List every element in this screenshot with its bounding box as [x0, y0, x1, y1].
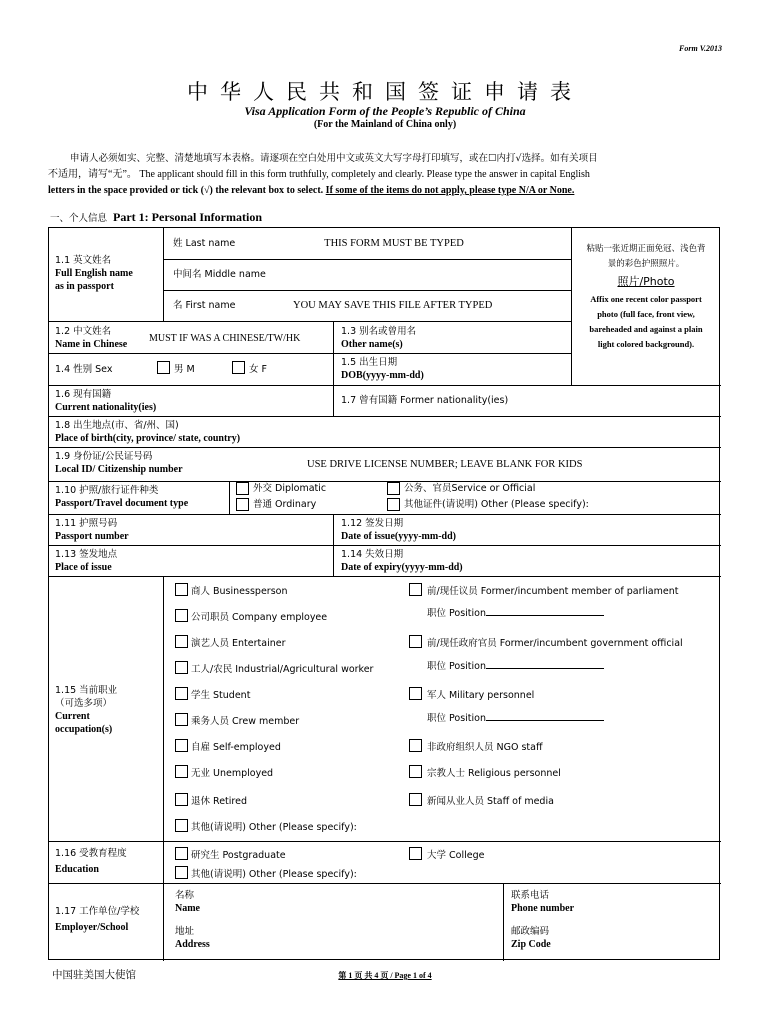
part1-heading-cn: 一、个人信息: [50, 213, 108, 224]
field-1-14-label-en: Date of expiry(yyyy-mm-dd): [341, 562, 463, 573]
field-1-3-label: [341, 325, 416, 351]
occupation-unemployed-checkbox[interactable]: [175, 765, 188, 778]
occupation-other-text: 其他(请说明) Other (Please specify):: [191, 822, 357, 833]
field-1-15-label-cn2: （可选多项）: [55, 698, 113, 709]
field-1-16-label: [55, 847, 127, 876]
middle-name-label-text: 中间名 Middle name: [173, 269, 266, 280]
personal-info-form: [48, 227, 720, 960]
occupation-ngo-label: [427, 741, 543, 754]
first-name-label: [173, 299, 235, 312]
employer-zip-label: [511, 925, 551, 951]
field-1-17-label: [55, 905, 139, 934]
field-1-8-label: [55, 419, 240, 445]
instructions-line3: [48, 183, 726, 199]
field-1-5-label: [341, 356, 424, 382]
photo-instructions-en2: photo (full face, front view,: [597, 309, 695, 319]
education-postgraduate-text: 研究生 Postgraduate: [191, 850, 286, 861]
employer-address-label: [175, 925, 210, 951]
education-other-text: 其他(请说明) Other (Please specify):: [191, 869, 357, 880]
field-1-13-label-en: Place of issue: [55, 562, 112, 573]
employer-name-label-cn: 名称: [175, 890, 195, 901]
passport-ordinary-checkbox[interactable]: [236, 498, 249, 511]
instructions-line2: 不适用，请写“无”。 The applicant should fill in this form truthfully, completely and clearly. Please type the answer in capital English: [48, 169, 590, 180]
field-1-1-label: [55, 254, 133, 293]
passport-service-checkbox[interactable]: [387, 482, 400, 495]
field-1-12-label-en: Date of issue(yyyy-mm-dd): [341, 531, 456, 542]
employer-name-label: [175, 889, 200, 915]
occupation-businessperson-checkbox[interactable]: [175, 583, 188, 596]
field-1-16-label-en: Education: [55, 864, 99, 875]
chinese-name-field[interactable]: MUST IF WAS A CHINESE/TW/HK: [149, 333, 301, 344]
field-1-2-label: [55, 325, 127, 351]
parliament-position-text: 职位 Position: [427, 608, 487, 619]
occupation-military-text: 军人 Military personnel: [427, 690, 535, 701]
divider: [163, 290, 571, 291]
occupation-ngo-text: 非政府组织人员 NGO staff: [427, 742, 543, 753]
field-1-8-label-en: Place of birth(city, province/ state, country): [55, 433, 241, 444]
occupation-media-checkbox[interactable]: [409, 793, 422, 806]
government-position-text: 职位 Position: [427, 661, 487, 672]
occupation-religious-label: [427, 767, 561, 780]
field-1-12-label-cn: 1.12 签发日期: [341, 518, 404, 529]
occupation-other-checkbox[interactable]: [175, 819, 188, 832]
divider: [49, 545, 721, 546]
divider: [333, 353, 571, 354]
first-name-label-text: 名 First name: [173, 300, 236, 311]
sex-female-label: [249, 363, 267, 376]
field-1-1-label-en2: as in passport: [55, 281, 114, 292]
employer-address-label-en: Address: [175, 939, 210, 950]
divider: [49, 353, 333, 354]
occupation-company-employee-text: 公司职员 Company employee: [191, 612, 328, 623]
occupation-unemployed-text: 无业 Unemployed: [191, 768, 274, 779]
occupation-businessperson-label: [191, 585, 287, 598]
passport-service-label: [404, 482, 535, 495]
parliament-position-line[interactable]: [486, 605, 604, 616]
employer-address-label-cn: 地址: [175, 926, 195, 937]
field-1-5-label-cn: 1.5 出生日期: [341, 357, 398, 368]
field-1-9-label-en: Local ID/ Citizenship number: [55, 464, 183, 475]
field-1-11-label-en: Passport number: [55, 531, 129, 542]
occupation-crew-checkbox[interactable]: [175, 713, 188, 726]
photo-instructions-cn1: 粘贴一张近期正面免冠、浅色背: [586, 244, 706, 254]
last-name-label: [173, 237, 235, 250]
occupation-parliament-label: [427, 585, 678, 598]
field-1-14-label-cn: 1.14 失效日期: [341, 549, 404, 560]
education-college-label: [427, 849, 484, 862]
divider: [49, 883, 721, 884]
divider: [49, 447, 721, 448]
passport-other-checkbox[interactable]: [387, 498, 400, 511]
occupation-student-text: 学生 Student: [191, 690, 251, 701]
divider: [49, 321, 571, 322]
divider: [49, 385, 721, 386]
employer-phone-label: [511, 889, 574, 915]
divider: [163, 259, 571, 260]
occupation-company-employee-checkbox[interactable]: [175, 609, 188, 622]
field-1-17-label-en: Employer/School: [55, 922, 129, 933]
field-1-11-label-cn: 1.11 护照号码: [55, 518, 118, 529]
occupation-parliament-checkbox[interactable]: [409, 583, 422, 596]
occupation-crew-label: [191, 715, 299, 728]
last-name-label-text: 姓 Last name: [173, 238, 236, 249]
field-1-4-label-text: 1.4 性别 Sex: [55, 364, 113, 375]
occupation-government-checkbox[interactable]: [409, 635, 422, 648]
photo-instructions-en1: Affix one recent color passport: [590, 294, 702, 304]
title-subtitle: (For the Mainland of China only): [313, 119, 457, 130]
field-1-13-label: [55, 548, 117, 574]
title-chinese: 中华人民共和国签证申请表: [187, 80, 583, 104]
education-other-checkbox[interactable]: [175, 866, 188, 879]
title-english: Visa Application Form of the People’s Republic of China: [244, 104, 526, 118]
occupation-ngo-checkbox[interactable]: [409, 739, 422, 752]
occupation-student-checkbox[interactable]: [175, 687, 188, 700]
military-position-text: 职位 Position: [427, 713, 487, 724]
occupation-retired-text: 退休 Retired: [191, 796, 247, 807]
employer-phone-label-cn: 联系电话: [511, 890, 550, 901]
sex-male-checkbox[interactable]: [157, 361, 170, 374]
occupation-other-label: [191, 821, 357, 834]
occupation-government-label: [427, 637, 683, 650]
divider: [571, 228, 572, 385]
occupation-retired-label: [191, 795, 247, 808]
divider: [49, 514, 721, 515]
field-1-15-label-cn1: 1.15 当前职业: [55, 685, 118, 696]
divider: [333, 385, 334, 416]
employer-phone-label-en: Phone number: [511, 903, 575, 914]
occupation-entertainer-checkbox[interactable]: [175, 635, 188, 648]
passport-ordinary-label-text: 普通 Ordinary: [253, 499, 317, 510]
occupation-self-employed-label: [191, 741, 281, 754]
sex-male-label-text: 男 M: [174, 364, 195, 375]
occupation-businessperson-text: 商人 Businessperson: [191, 586, 288, 597]
photo-instructions-en3: bareheaded and against a plain: [589, 324, 703, 334]
field-1-7-label-text: 1.7 曾有国籍 Former nationality(ies): [341, 395, 509, 406]
field-1-10-label-cn: 1.10 护照/旅行证件种类: [55, 485, 159, 496]
middle-name-field[interactable]: [289, 268, 559, 282]
instructions: [48, 151, 726, 199]
divider: [333, 321, 334, 385]
passport-other-label-text: 其他证件(请说明) Other (Please specify):: [404, 499, 589, 510]
passport-diplomatic-label-text: 外交 Diplomatic: [253, 483, 327, 494]
occupation-religious-text: 宗教人士 Religious personnel: [427, 768, 561, 779]
instructions-cn: 申请人必须如实、完整、清楚地填写本表格。请逐项在空白处用中文或英文大写字母打印填写，或在☐内打√选择。如有关项目: [70, 153, 598, 164]
occupation-self-employed-checkbox[interactable]: [175, 739, 188, 752]
photo-title-text: 照片/Photo: [617, 275, 675, 288]
field-1-17-label-cn: 1.17 工作单位/学校: [55, 906, 140, 917]
military-position-line[interactable]: [486, 710, 604, 721]
divider: [163, 228, 164, 321]
occupation-military-checkbox[interactable]: [409, 687, 422, 700]
passport-ordinary-label: [253, 498, 316, 511]
occupation-parliament-text: 前/现任议员 Former/incumbent member of parliament: [427, 586, 679, 597]
occupation-worker-checkbox[interactable]: [175, 661, 188, 674]
divider: [49, 841, 721, 842]
part1-heading-en: Part 1: Personal Information: [113, 210, 262, 224]
divider: [503, 883, 504, 961]
field-1-7-label: [341, 394, 508, 407]
education-college-text: 大学 College: [427, 850, 485, 861]
field-1-10-label: [55, 484, 188, 510]
field-1-3-label-en: Other name(s): [341, 339, 403, 350]
field-1-14-label: [341, 548, 463, 574]
field-1-5-label-en: DOB(yyyy-mm-dd): [341, 370, 424, 381]
government-position-line[interactable]: [486, 658, 604, 669]
divider: [163, 576, 164, 961]
education-postgraduate-checkbox[interactable]: [175, 847, 188, 860]
education-college-checkbox[interactable]: [409, 847, 422, 860]
occupation-crew-text: 乘务人员 Crew member: [191, 716, 300, 727]
field-1-4-label: [55, 363, 112, 376]
occupation-religious-checkbox[interactable]: [409, 765, 422, 778]
field-1-8-label-cn: 1.8 出生地点(市、省/州、国): [55, 420, 179, 431]
occupation-entertainer-label: [191, 637, 285, 650]
field-1-3-label-cn: 1.3 别名或曾用名: [341, 326, 417, 337]
passport-other-label: [404, 498, 589, 511]
education-postgraduate-label: [191, 849, 286, 862]
occupation-media-label: [427, 795, 554, 808]
local-id-field[interactable]: USE DRIVE LICENSE NUMBER; LEAVE BLANK FOR KIDS: [307, 459, 583, 470]
occupation-self-employed-text: 自雇 Self-employed: [191, 742, 281, 753]
field-1-1-label-en1: Full English name: [55, 268, 133, 279]
sex-female-checkbox[interactable]: [232, 361, 245, 374]
part1-heading: [50, 210, 262, 225]
field-1-12-label: [341, 517, 456, 543]
field-1-1-label-cn: 1.1 英文姓名: [55, 255, 112, 266]
field-1-6-label: [55, 388, 156, 414]
instructions-line3-text: letters in the space provided or tick (√) the relevant box to select.: [48, 185, 326, 196]
middle-name-label: [173, 268, 266, 281]
field-1-13-label-cn: 1.13 签发地点: [55, 549, 118, 560]
photo-instructions-cn2: 景的彩色护照照片。: [607, 259, 685, 269]
form-version: Form V.2013: [679, 44, 722, 53]
footer-embassy: 中国驻美国大使馆: [52, 969, 136, 981]
first-name-field[interactable]: YOU MAY SAVE THIS FILE AFTER TYPED: [293, 300, 493, 311]
field-1-6-label-en: Current nationality(ies): [55, 402, 157, 413]
sex-male-label: [174, 363, 195, 376]
footer-page-number: 第 1 页 共 4 页 / Page 1 of 4: [338, 971, 432, 980]
field-1-15-label-en1: Current: [55, 711, 90, 722]
passport-service-label-text: 公务、官员Service or Official: [404, 483, 536, 494]
photo-area[interactable]: [573, 242, 719, 352]
occupation-company-employee-label: [191, 611, 327, 624]
passport-diplomatic-label: [253, 482, 326, 495]
occupation-entertainer-text: 演艺人员 Entertainer: [191, 638, 286, 649]
field-1-2-label-en: Name in Chinese: [55, 339, 128, 350]
divider: [333, 514, 334, 576]
field-1-10-label-en: Passport/Travel document type: [55, 498, 189, 509]
employer-zip-label-en: Zip Code: [511, 939, 551, 950]
field-1-6-label-cn: 1.6 现有国籍: [55, 389, 112, 400]
field-1-9-label: [55, 450, 183, 476]
occupation-media-text: 新闻从业人员 Staff of media: [427, 796, 554, 807]
occupation-retired-checkbox[interactable]: [175, 793, 188, 806]
field-1-9-label-cn: 1.9 身份证/公民证号码: [55, 451, 153, 462]
field-1-2-label-cn: 1.2 中文姓名: [55, 326, 112, 337]
occupation-worker-text: 工人/农民 Industrial/Agricultural worker: [191, 664, 374, 675]
field-1-11-label: [55, 517, 129, 543]
photo-instructions-en4: light colored background).: [597, 339, 695, 349]
divider: [229, 481, 230, 514]
field-1-15-label-en2: occupation(s): [55, 724, 113, 735]
field-1-15-label: [55, 684, 117, 736]
government-position-label: [427, 658, 604, 673]
divider: [49, 416, 721, 417]
occupation-worker-label: [191, 663, 373, 676]
divider: [49, 481, 721, 482]
last-name-field[interactable]: THIS FORM MUST BE TYPED: [324, 238, 464, 249]
occupation-military-label: [427, 689, 534, 702]
employer-name-label-en: Name: [175, 903, 200, 914]
sex-female-label-text: 女 F: [249, 364, 267, 375]
divider: [49, 576, 721, 577]
photo-title: [573, 274, 719, 290]
occupation-unemployed-label: [191, 767, 273, 780]
employer-zip-label-cn: 邮政编码: [511, 926, 550, 937]
field-1-16-label-cn: 1.16 受教育程度: [55, 848, 127, 859]
instructions-line3-underlined: If some of the items do not apply, please type N/A or None.: [325, 185, 575, 196]
military-position-label: [427, 710, 604, 725]
passport-diplomatic-checkbox[interactable]: [236, 482, 249, 495]
parliament-position-label: [427, 605, 604, 620]
education-other-label: [191, 868, 357, 881]
occupation-student-label: [191, 689, 250, 702]
occupation-government-text: 前/现任政府官员 Former/incumbent government official: [427, 638, 683, 649]
